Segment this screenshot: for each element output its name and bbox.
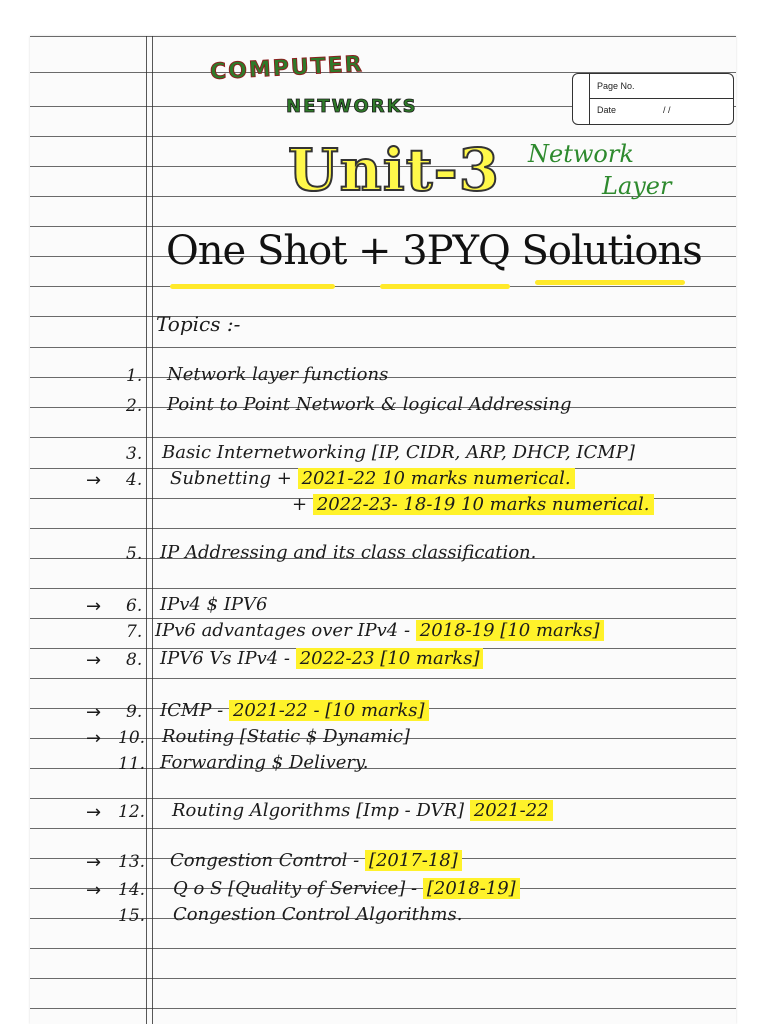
ruled-line <box>30 1008 736 1009</box>
topic-item <box>30 850 736 876</box>
topic-text: ICMP - <box>160 700 224 721</box>
topic-number: 1. <box>126 366 143 386</box>
topic-text: Network layer functions <box>167 364 389 385</box>
topic-text: Routing Algorithms [Imp - DVR] <box>172 800 465 821</box>
ruled-line <box>30 36 736 37</box>
topic-text: IP Addressing and its class classification. <box>160 542 537 563</box>
topic-item <box>30 648 736 674</box>
ruled-line <box>30 316 736 317</box>
arrow-icon: → <box>86 702 102 723</box>
unit-heading: Unit-3 <box>288 136 501 204</box>
topic-number: 2. <box>126 396 143 416</box>
topic-item <box>30 468 736 494</box>
ruled-line <box>30 828 736 829</box>
topic-text: Point to Point Network & logical Addressing <box>167 394 572 415</box>
pyq-highlight: 2022-23 [10 marks] <box>296 648 484 669</box>
ruled-line <box>30 798 736 799</box>
arrow-icon: → <box>86 728 102 749</box>
topic-number: 7. <box>126 622 143 642</box>
pyq-highlight: 2022-23- 18-19 10 marks numerical. <box>313 494 654 515</box>
topic-text: Basic Internetworking [IP, CIDR, ARP, DHCP, ICMP] <box>162 442 635 463</box>
arrow-icon: → <box>86 802 102 823</box>
topic-item <box>30 594 736 620</box>
subject-title-computer: COMPUTER <box>209 51 365 86</box>
ruled-line <box>30 948 736 949</box>
topic-text: Subnetting + <box>170 468 292 489</box>
topic-text: Q o S [Quality of Service] - <box>173 878 418 899</box>
topic-text: IPv6 advantages over IPv4 - <box>155 620 411 641</box>
topic-text: IPv4 $ IPV6 <box>160 594 268 615</box>
ruled-line <box>30 678 736 679</box>
topic-item <box>30 542 736 568</box>
notebook-page <box>30 36 736 1024</box>
topic-number: 10. <box>118 728 146 748</box>
tagline: One Shot + 3PYQ Solutions <box>166 228 702 274</box>
topic-item <box>30 878 736 904</box>
topic-number: 5. <box>126 544 143 564</box>
topic-number: 6. <box>126 596 143 616</box>
ruled-line <box>30 978 736 979</box>
pyq-highlight: 2021-22 <box>470 800 553 821</box>
ruled-line <box>30 226 736 227</box>
ruled-line <box>30 347 736 348</box>
ruled-line <box>30 437 736 438</box>
topic-item <box>30 442 736 468</box>
topic-number: 12. <box>118 802 146 822</box>
tagline-underline-1 <box>170 284 335 289</box>
subtitle-layer: Layer <box>602 172 672 200</box>
topic-number: 11. <box>118 754 146 774</box>
topic-text: IPV6 Vs IPv4 - <box>160 648 290 669</box>
topic-item <box>30 494 736 520</box>
pyq-highlight: 2021-22 10 marks numerical. <box>298 468 575 489</box>
arrow-icon: → <box>86 852 102 873</box>
page-no-label: Page No. <box>597 81 635 91</box>
topic-number: 4. <box>126 470 143 490</box>
ruled-line <box>30 588 736 589</box>
topic-item <box>30 700 736 726</box>
arrow-icon: → <box>86 880 102 901</box>
topic-number: 14. <box>118 880 146 900</box>
date-value: / / <box>663 105 671 115</box>
topic-item <box>30 800 736 826</box>
arrow-icon: → <box>86 470 102 491</box>
topic-number: 8. <box>126 650 143 670</box>
topic-number: 9. <box>126 702 143 722</box>
topic-text: Routing [Static $ Dynamic] <box>162 726 410 747</box>
pyq-highlight: [2017-18] <box>365 850 462 871</box>
page-date-box <box>572 73 734 125</box>
topic-text: Congestion Control - <box>170 850 360 871</box>
topic-item <box>30 726 736 752</box>
topic-text: + <box>292 494 308 515</box>
topics-heading: Topics :- <box>156 312 241 336</box>
topic-item <box>30 394 736 420</box>
arrow-icon: → <box>86 596 102 617</box>
topic-number: 13. <box>118 852 146 872</box>
tagline-underline-2 <box>380 284 510 289</box>
topic-item <box>30 752 736 778</box>
pyq-highlight: 2021-22 - [10 marks] <box>229 700 429 721</box>
topic-text: Forwarding $ Delivery. <box>160 752 369 773</box>
topic-item <box>30 364 736 390</box>
subtitle-network: Network <box>528 140 634 168</box>
topic-number: 15. <box>118 906 146 926</box>
tagline-underline-3 <box>535 280 685 285</box>
topic-item <box>30 620 736 646</box>
topic-item <box>30 904 736 930</box>
arrow-icon: → <box>86 650 102 671</box>
date-label: Date <box>597 105 617 115</box>
subject-title-networks: NETWORKS <box>286 96 418 117</box>
topic-number: 3. <box>126 444 143 464</box>
ruled-line <box>30 528 736 529</box>
pyq-highlight: [2018-19] <box>423 878 520 899</box>
pyq-highlight: 2018-19 [10 marks] <box>416 620 604 641</box>
topic-text: Congestion Control Algorithms. <box>173 904 463 925</box>
